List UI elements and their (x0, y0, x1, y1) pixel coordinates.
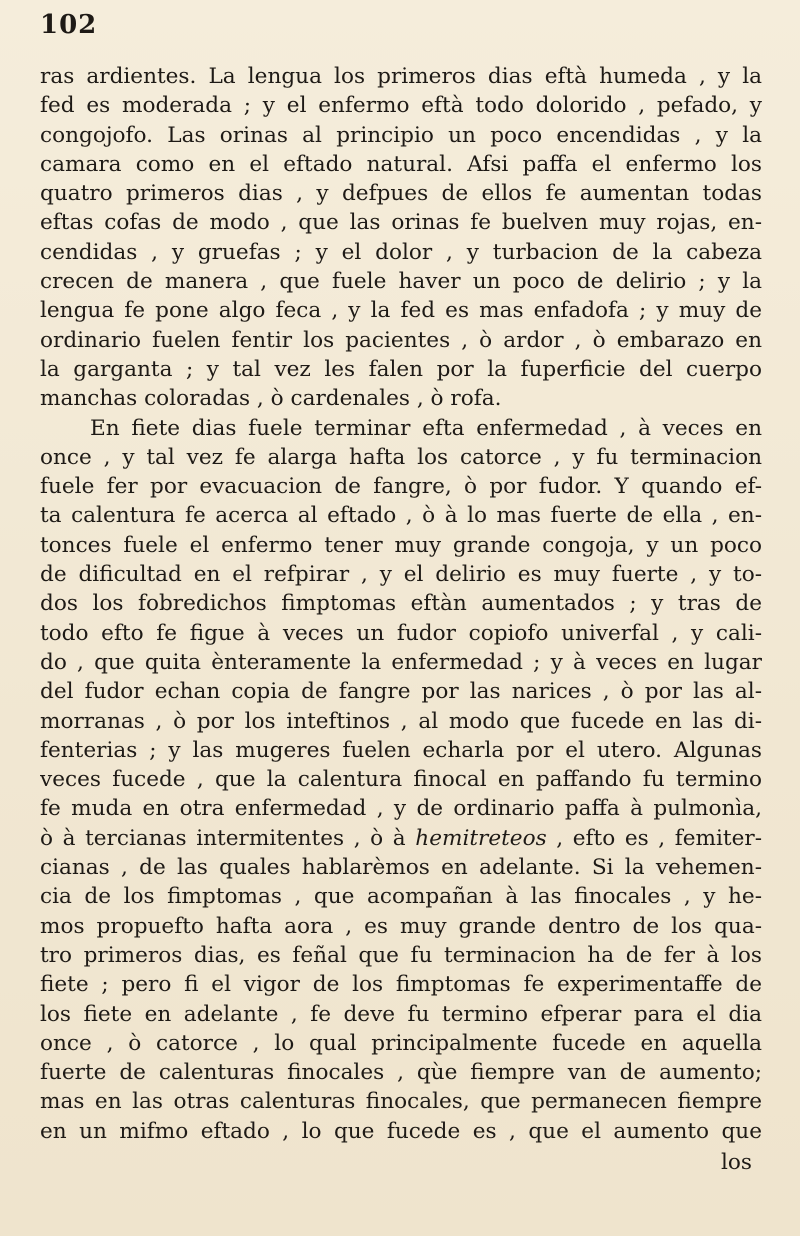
text-line: once , y tal vez fe alarga hafta los catorce , y fu terminacion (40, 444, 762, 470)
text-line: fuele fer por evacuacion de fangre, ò por fudor. Y quando ef- (40, 474, 762, 500)
text-line: veces fucede , que la calentura finocal en paffando fu termino (40, 767, 762, 793)
text-line: ras ardientes. La lengua los primeros dias eftà humeda , y la (40, 64, 762, 89)
text-line: fenterias ; y las mugeres fuelen echarla por el utero. Algunas (40, 737, 762, 763)
text-line: ordinario fuelen fentir los pacientes , ò ardor , ò embarazo en (40, 327, 762, 353)
text-line: la garganta ; y tal vez les falen por la fuperficie del cuerpo (40, 356, 762, 382)
italic-term: hemitreteos (415, 825, 547, 851)
text-line: todo efto fe figue à veces un fudor copiofo univerfal , y cali- (40, 620, 762, 646)
text-line: mas en las otras calenturas finocales, que permanecen fiempre (40, 1089, 762, 1115)
body-text (40, 62, 762, 1146)
text-line: morranas , ò por los inteftinos , al modo que fucede en las di- (40, 708, 762, 734)
text-line: ò à tercianas intermitentes , ò à hemitreteos , efto es , femiter- (40, 825, 762, 851)
text-line: fed es moderada ; y el enfermo eftà todo dolorido , pefado, y (40, 93, 762, 119)
text-line: cianas , de las quales hablarèmos en adelante. Si la vehemen- (40, 855, 762, 881)
text-line: fiete ; pero fi el vigor de los fimptomas fe experimentaffe de (40, 972, 762, 998)
text-line: dos los fobredichos fimptomas eftàn aumentados ; y tras de (40, 591, 762, 617)
text-line: congojofo. Las orinas al principio un poco encendidas , y la (40, 122, 762, 148)
text-line: del fudor echan copia de fangre por las narices , ò por las al- (40, 679, 762, 705)
text-line: eftas cofas de modo , que las orinas fe buelven muy rojas, en- (40, 210, 762, 236)
text-line: fuerte de calenturas finocales , qùe fiempre van de aumento; (40, 1060, 762, 1086)
text-line: tonces fuele el enfermo tener muy grande congoja, y un poco (40, 532, 762, 558)
text-line: once , ò catorce , lo qual principalmente fucede en aquella (40, 1030, 762, 1056)
text-line: cendidas , y gruefas ; y el dolor , y turbacion de la cabeza (40, 239, 762, 265)
text-line: mos propuefto hafta aora , es muy grande dentro de los qua- (40, 913, 762, 939)
text-line: lengua fe pone algo feca , y la fed es mas enfadofa ; y muy de (40, 298, 762, 324)
text-line: do , que quita ènteramente la enfermedad ; y à veces en lugar (40, 649, 762, 675)
text-line: manchas coloradas , ò cardenales , ò rofa. (40, 386, 502, 412)
text-line: camara como en el eftado natural. Afsi paffa el enfermo los (40, 151, 762, 177)
text-line: crecen de manera , que fuele haver un poco de delirio ; y la (40, 269, 762, 295)
text-line: cia de los fimptomas , que acompañan à las finocales , y he- (40, 884, 762, 910)
text-line: quatro primeros dias , y defpues de ellos fe aumentan todas (40, 181, 762, 207)
catchword: los (721, 1150, 752, 1175)
text-line: los fiete en adelante , fe deve fu termino efperar para el dia (40, 1001, 762, 1027)
text-line: tro primeros dias, es feñal que fu terminacion ha de fer à los (40, 942, 762, 968)
text-line: En fiete dias fuele terminar efta enfermedad , à veces en (90, 415, 762, 441)
text-line: ta calentura fe acerca al eftado , ò à lo mas fuerte de ella , en- (40, 503, 762, 529)
text-line: de dificultad en el refpirar , y el delirio es muy fuerte , y to- (40, 562, 762, 588)
text-line: fe muda en otra enfermedad , y de ordinario paffa à pulmonìa, (40, 796, 762, 822)
page-number: 102 (40, 10, 98, 40)
text-line: en un mifmo eftado , lo que fucede es , que el aumento que (40, 1118, 762, 1144)
